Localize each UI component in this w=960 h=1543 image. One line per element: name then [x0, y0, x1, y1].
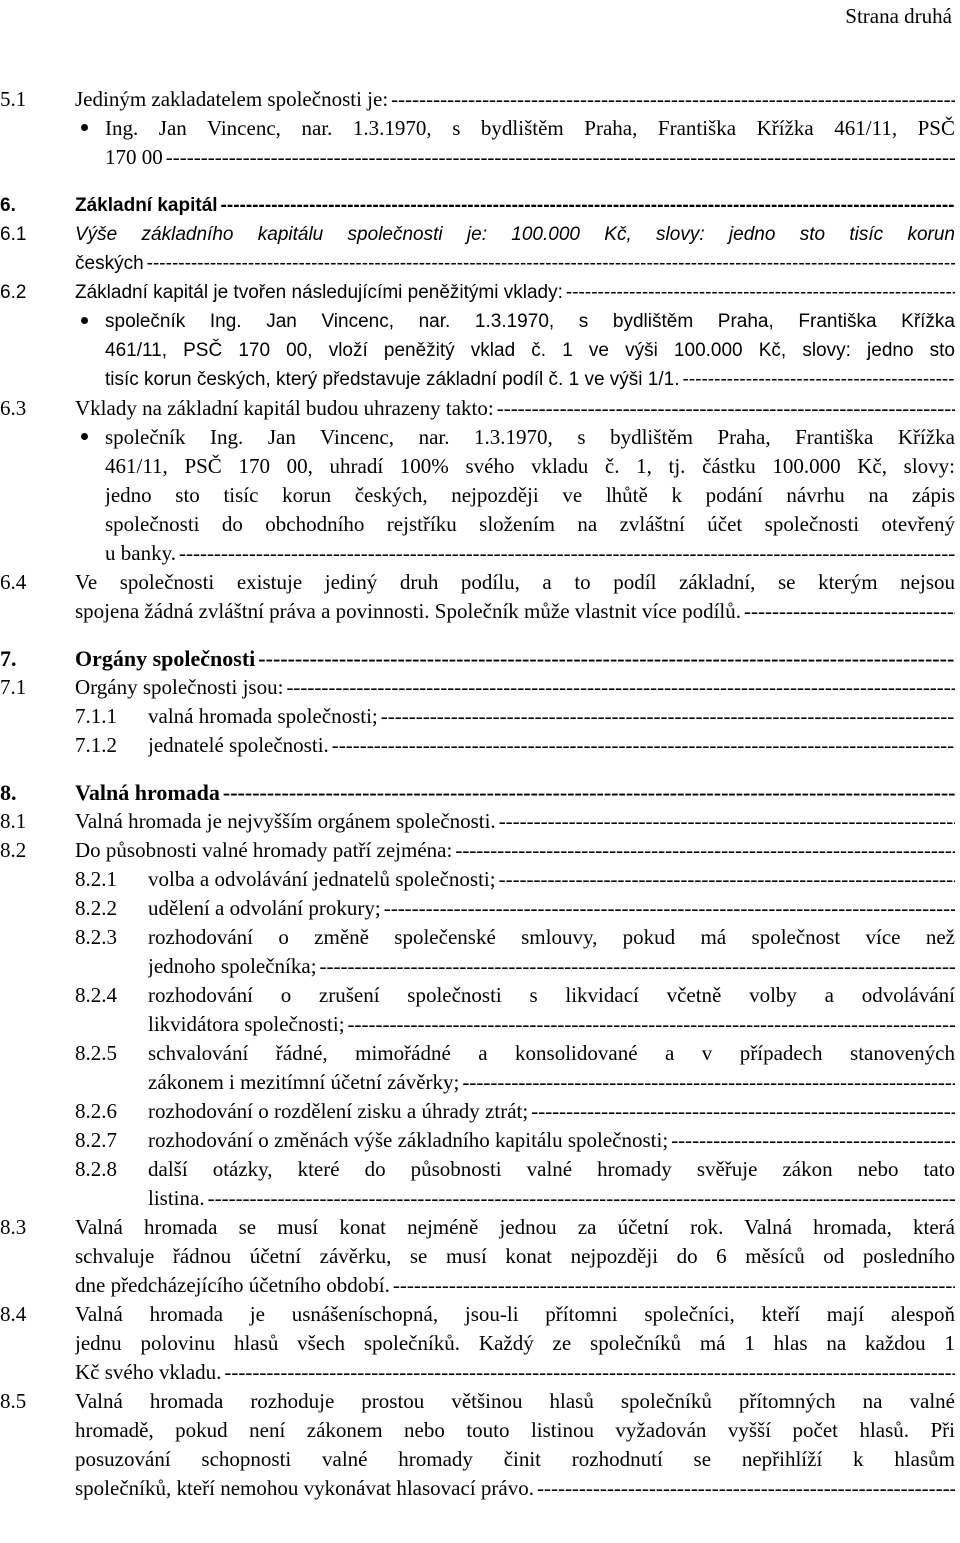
dash-filler: [166, 143, 955, 172]
clause-8-5-cont: [0, 1416, 955, 1445]
payment-item-cont: [0, 481, 955, 510]
clause-text: Základní kapitál je tvořen následujícími peněžitými vklady:: [75, 282, 563, 303]
section-6-heading: [0, 191, 955, 220]
clause-number: 8.1: [0, 809, 27, 833]
clause-text: Vklady na základní kapitál budou uhrazeny takto:: [75, 396, 494, 420]
clause-text: společnosti do obchodního rejstříku složením na zvláštní účet společnosti otevřený: [105, 512, 955, 536]
clause-number: 7.1.2: [75, 733, 117, 757]
clause-8-3-cont: [0, 1242, 955, 1271]
section-title: Orgány společnosti: [75, 646, 256, 671]
contribution-item: [0, 307, 955, 336]
clause-text: Do působnosti valné hromady patří zejména:: [75, 838, 453, 862]
clause-8-2-4-cont: [0, 1010, 955, 1039]
clause-8-3: [0, 1213, 955, 1242]
clause-5-1: [0, 85, 955, 114]
dash-filler: [497, 394, 955, 423]
clause-8-2-4: [0, 981, 955, 1010]
clause-7-1: [0, 673, 955, 702]
dash-filler: [531, 1097, 955, 1126]
clause-text: Výše základního kapitálu společnosti je: 100.000 Kč, slovy: jedno sto tisíc korun: [75, 224, 955, 245]
clause-8-2-8-cont: [0, 1184, 955, 1213]
clause-text: Ing. Jan Vincenc, nar. 1.3.1970, s bydlištěm Praha, Františka Křížka 461/11, PSČ: [105, 116, 955, 140]
founder-item: [0, 114, 955, 143]
clause-8-2-2: [0, 894, 955, 923]
clause-text: rozhodování o zrušení společnosti s likvidací včetně volby a odvolávání: [148, 983, 955, 1007]
clause-text: rozhodování o rozdělení zisku a úhrady ztrát;: [148, 1099, 529, 1123]
clause-text: u banky.: [105, 541, 176, 565]
dash-filler: [682, 365, 955, 394]
bullet-icon: [81, 433, 88, 440]
dash-filler: [537, 1474, 955, 1503]
clause-number: 6.4: [0, 570, 27, 594]
clause-8-2: [0, 836, 955, 865]
clause-text: tisíc korun českých, který představuje základní podíl č. 1 ve výši 1/1.: [105, 369, 680, 390]
dash-filler: [348, 1010, 955, 1039]
clause-8-2-3: [0, 923, 955, 952]
clause-text: listina.: [148, 1186, 205, 1210]
payment-item-cont: [0, 452, 955, 481]
dash-filler: [566, 278, 955, 307]
section-7-heading: [0, 644, 955, 673]
clause-number: 7.1: [0, 675, 27, 699]
dash-filler: [224, 1358, 955, 1387]
clause-6-3: [0, 394, 955, 423]
dash-filler: [179, 539, 955, 568]
dash-filler: [147, 249, 955, 278]
dash-filler: [320, 952, 955, 981]
dash-filler: [223, 778, 955, 807]
dash-filler: [455, 836, 955, 865]
clause-8-5: [0, 1387, 955, 1416]
clause-number: 8.2.6: [75, 1099, 117, 1123]
section-number: 7.: [0, 646, 17, 671]
clause-text: Kč svého vkladu.: [75, 1360, 222, 1384]
dash-filler: [744, 597, 955, 626]
dash-filler: [499, 865, 955, 894]
clause-8-2-5-cont: [0, 1068, 955, 1097]
dash-filler: [332, 731, 955, 760]
bullet-icon: [81, 317, 88, 324]
clause-text: další otázky, které do působnosti valné hromady svěřuje zákon nebo tato: [148, 1157, 955, 1181]
clause-number: 8.4: [0, 1302, 27, 1326]
clause-text: společník Ing. Jan Vincenc, nar. 1.3.1970, s bydlištěm Praha, Františka Křížka: [105, 311, 955, 332]
payment-item-cont: [0, 539, 955, 568]
clause-number: 6.1: [0, 224, 27, 245]
clause-8-4-cont: [0, 1329, 955, 1358]
clause-number: 8.2.1: [75, 867, 117, 891]
dash-filler: [671, 1126, 955, 1155]
clause-6-1-cont: [0, 249, 955, 278]
section-number: 6.: [0, 195, 16, 216]
founder-item-cont: [0, 143, 955, 172]
clause-number: 7.1.1: [75, 704, 117, 728]
clause-8-5-cont: [0, 1445, 955, 1474]
clause-text: Valná hromada je nejvyšším orgánem společnosti.: [75, 809, 496, 833]
clause-text: valná hromada společnosti;: [148, 704, 378, 728]
clause-text: Ve společnosti existuje jediný druh podílu, a to podíl základní, se kterým nejsou: [75, 570, 955, 594]
clause-6-2: [0, 278, 955, 307]
clause-text: posuzování schopnosti valné hromady činit rozhodnutí se nepřihlíží k hlasům: [75, 1447, 955, 1471]
clause-text: dne předcházejícího účetního období.: [75, 1273, 390, 1297]
clause-text: rozhodování o změně společenské smlouvy, pokud má společnost více než: [148, 925, 955, 949]
clause-text: rozhodování o změnách výše základního kapitálu společnosti;: [148, 1128, 669, 1152]
clause-8-1: [0, 807, 955, 836]
section-8-heading: [0, 778, 955, 807]
clause-text: 461/11, PSČ 170 00, vloží peněžitý vklad č. 1 ve výši 100.000 Kč, slovy: jedno sto: [105, 340, 955, 361]
clause-8-2-1: [0, 865, 955, 894]
clause-text: jedno sto tisíc korun českých, nejpozději ve lhůtě k podání návrhu na zápis: [105, 483, 955, 507]
clause-8-2-7: [0, 1126, 955, 1155]
dash-filler: [384, 894, 955, 923]
clause-8-3-cont: [0, 1271, 955, 1300]
clause-8-2-5: [0, 1039, 955, 1068]
payment-item: [0, 423, 955, 452]
clause-text: volba a odvolávání jednatelů společnosti;: [148, 867, 496, 891]
payment-item-cont: [0, 510, 955, 539]
clause-text: jednatelé společnosti.: [148, 733, 329, 757]
clause-text: Jediným zakladatelem společnosti je:: [75, 87, 389, 111]
clause-text: schvaluje řádnou účetní závěrku, se musí konat nejpozději do 6 měsíců od posledního: [75, 1244, 955, 1268]
clause-number: 8.2.3: [75, 925, 117, 949]
clause-number: 8.2.4: [75, 983, 117, 1007]
document-body: [0, 85, 955, 1503]
clause-number: 8.2: [0, 838, 27, 862]
clause-7-1-1: [0, 702, 955, 731]
clause-7-1-2: [0, 731, 955, 760]
clause-number: 6.3: [0, 396, 27, 420]
clause-number: 5.1: [0, 87, 27, 111]
bullet-icon: [81, 124, 88, 131]
clause-text: udělení a odvolání prokury;: [148, 896, 381, 920]
dash-filler: [381, 702, 955, 731]
clause-text: Orgány společnosti jsou:: [75, 675, 284, 699]
clause-text: společník Ing. Jan Vincenc, nar. 1.3.1970, s bydlištěm Praha, Františka Křížka: [105, 425, 955, 449]
dash-filler: [208, 1184, 955, 1213]
clause-number: 8.2.5: [75, 1041, 117, 1065]
clause-8-5-cont: [0, 1474, 955, 1503]
contribution-item-cont: [0, 336, 955, 365]
section-title: Valná hromada: [75, 780, 220, 805]
clause-text: spojena žádná zvláštní práva a povinnosti. Společník může vlastnit více podílů.: [75, 599, 742, 623]
clause-8-4-cont: [0, 1358, 955, 1387]
contribution-item-cont: [0, 365, 955, 394]
dash-filler: [391, 85, 955, 114]
dash-filler: [286, 673, 955, 702]
section-title: Základní kapitál: [75, 195, 218, 216]
clause-text: hromadě, pokud není zákonem nebo touto listinou vyžadován vyšší počet hlasů. Při: [75, 1418, 955, 1442]
clause-8-2-3-cont: [0, 952, 955, 981]
page-header: Strana druhá: [845, 4, 952, 28]
clause-number: 8.2.8: [75, 1157, 117, 1181]
clause-text: českých: [75, 253, 144, 274]
clause-6-4-cont: [0, 597, 955, 626]
clause-text: Valná hromada se musí konat nejméně jednou za účetní rok. Valná hromada, která: [75, 1215, 955, 1239]
clause-text: zákonem i mezitímní účetní závěrky;: [148, 1070, 460, 1094]
clause-text: 461/11, PSČ 170 00, uhradí 100% svého vkladu č. 1, tj. částku 100.000 Kč, slovy:: [105, 454, 955, 478]
dash-filler: [462, 1068, 955, 1097]
dash-filler: [258, 644, 955, 673]
clause-text: 170 00: [105, 145, 163, 169]
dash-filler: [221, 191, 955, 220]
clause-number: 8.2.2: [75, 896, 117, 920]
clause-text: likvidátora společnosti;: [148, 1012, 345, 1036]
clause-6-4: [0, 568, 955, 597]
clause-text: Valná hromada rozhoduje prostou většinou hlasů společníků přítomných na valné: [75, 1389, 955, 1413]
clause-number: 8.2.7: [75, 1128, 117, 1152]
section-number: 8.: [0, 780, 17, 805]
clause-text: jednu polovinu hlasů všech společníků. Každý ze společníků má 1 hlas na každou 1: [75, 1331, 955, 1355]
clause-text: jednoho společníka;: [148, 954, 317, 978]
clause-8-2-8: [0, 1155, 955, 1184]
dash-filler: [393, 1271, 955, 1300]
dash-filler: [499, 807, 955, 836]
clause-number: 6.2: [0, 282, 27, 303]
clause-number: 8.3: [0, 1215, 27, 1239]
clause-text: schvalování řádné, mimořádné a konsolidované a v případech stanovených: [148, 1041, 955, 1065]
clause-text: Valná hromada je usnášeníschopná, jsou-li přítomni společníci, kteří mají alespoň: [75, 1302, 955, 1326]
clause-6-1: [0, 220, 955, 249]
clause-8-4: [0, 1300, 955, 1329]
clause-8-2-6: [0, 1097, 955, 1126]
clause-text: společníků, kteří nemohou vykonávat hlasovací právo.: [75, 1476, 534, 1500]
clause-number: 8.5: [0, 1389, 27, 1413]
